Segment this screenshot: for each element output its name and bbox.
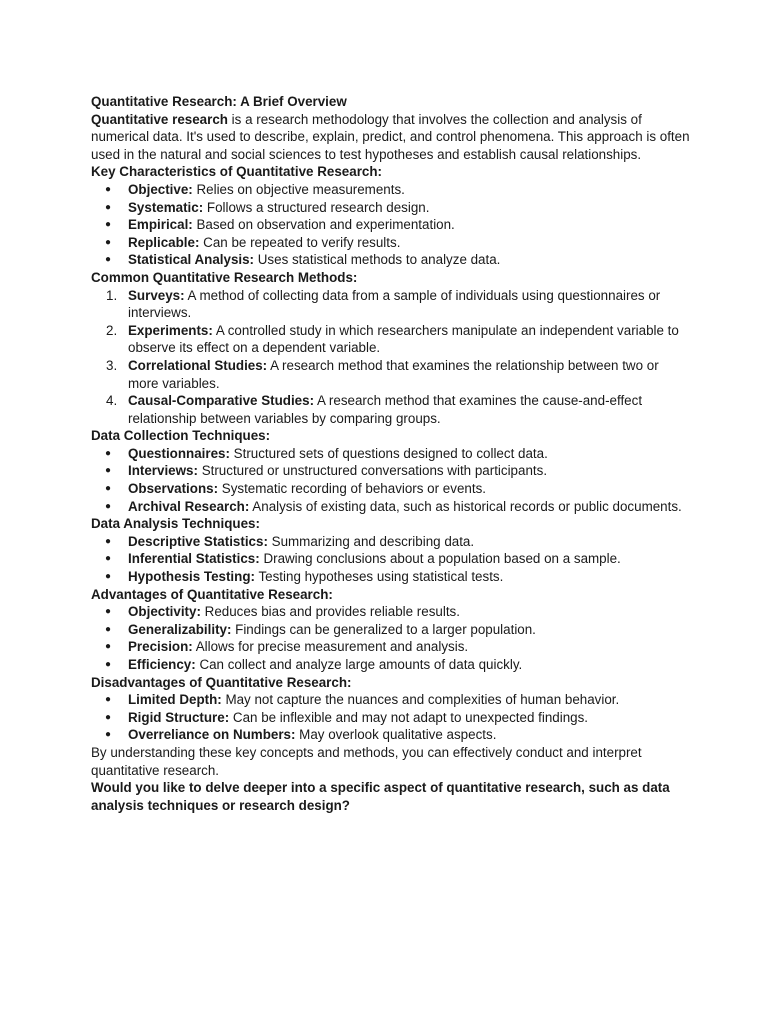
advantages-list bbox=[91, 603, 691, 673]
list-item bbox=[128, 691, 691, 709]
list-item bbox=[128, 550, 691, 568]
follow-up-question: Would you like to delve deeper into a specific aspect of quantitative research, such as data analysis techniques or research design? bbox=[91, 780, 670, 813]
item-term: Objective: bbox=[128, 181, 193, 197]
item-text: A controlled study in which researchers manipulate an independent variable to observe its effect on a dependent variable. bbox=[128, 322, 679, 356]
item-term: Archival Research: bbox=[128, 498, 250, 514]
item-term: Surveys: bbox=[128, 287, 185, 303]
item-text: Reduces bias and provides reliable results. bbox=[200, 604, 460, 620]
list-item bbox=[128, 656, 691, 674]
item-text: Relies on objective measurements. bbox=[192, 181, 405, 197]
item-text: Allows for precise measurement and analysis. bbox=[192, 639, 469, 655]
item-term: Objectivity: bbox=[128, 604, 201, 620]
item-text: May overlook qualitative aspects. bbox=[295, 727, 497, 743]
item-text: Can be inflexible and may not adapt to unexpected findings. bbox=[229, 709, 589, 725]
item-text: Summarizing and describing data. bbox=[267, 533, 475, 549]
item-text: Can be repeated to verify results. bbox=[199, 234, 401, 250]
section-heading-characteristics: Key Characteristics of Quantitative Research: bbox=[91, 164, 382, 180]
numbered-item bbox=[106, 357, 691, 392]
item-text: A research method that examines the cause-and-effect relationship between variables by comparing groups. bbox=[128, 393, 643, 426]
item-text: Can collect and analyze large amounts of data quickly. bbox=[195, 657, 523, 672]
intro-term: Quantitative research bbox=[91, 111, 228, 127]
numbered-item bbox=[106, 392, 691, 427]
list-item bbox=[128, 462, 691, 480]
item-term: Limited Depth: bbox=[128, 692, 222, 708]
item-term: Systematic: bbox=[128, 199, 204, 215]
list-item bbox=[128, 234, 691, 252]
list-item bbox=[128, 498, 691, 516]
section-heading-disadvantages: Disadvantages of Quantitative Research: bbox=[91, 674, 352, 690]
item-term: Empirical: bbox=[128, 217, 193, 233]
methods-list bbox=[91, 287, 691, 428]
item-term: Correlational Studies: bbox=[128, 357, 268, 373]
list-item bbox=[128, 533, 691, 551]
conclusion-paragraph: By understanding these key concepts and methods, you can effectively conduct and interpret quantitative research. bbox=[91, 744, 642, 778]
numbered-item bbox=[106, 287, 691, 322]
item-number: 4. bbox=[106, 393, 118, 409]
section-heading-methods: Common Quantitative Research Methods: bbox=[91, 269, 358, 285]
intro-text: is a research methodology that involves the collection and analysis of numerical data. It's used to describe, explain, predict, and control phenomena. This approach is often used in the natural and social sciences to test hypotheses and establish causal relationships. bbox=[91, 111, 690, 162]
item-text: Structured or unstructured conversations with participants. bbox=[197, 463, 548, 479]
document-title: Quantitative Research: A Brief Overview bbox=[91, 94, 347, 109]
list-item bbox=[128, 568, 691, 586]
list-item bbox=[128, 480, 691, 498]
item-term: Interviews: bbox=[128, 463, 198, 479]
list-item bbox=[128, 709, 691, 727]
item-term: Precision: bbox=[128, 639, 193, 655]
item-text: Drawing conclusions about a population based on a sample. bbox=[259, 551, 621, 567]
section-heading-data-collection: Data Collection Techniques: bbox=[91, 428, 271, 444]
item-number: 2. bbox=[106, 322, 118, 338]
item-term: Observations: bbox=[128, 481, 219, 497]
data-collection-list bbox=[91, 445, 691, 515]
characteristics-list bbox=[91, 181, 691, 269]
item-text: Based on observation and experimentation. bbox=[192, 217, 455, 233]
list-item bbox=[128, 621, 691, 639]
numbered-item bbox=[106, 322, 691, 357]
item-text: Analysis of existing data, such as historical records or public documents. bbox=[249, 498, 682, 514]
item-term: Experiments: bbox=[128, 322, 213, 338]
item-text: Follows a structured research design. bbox=[203, 199, 430, 215]
item-term: Causal-Comparative Studies: bbox=[128, 393, 315, 409]
list-item bbox=[128, 445, 691, 463]
list-item bbox=[128, 726, 691, 744]
item-term: Replicable: bbox=[128, 234, 200, 250]
item-term: Generalizability: bbox=[128, 621, 232, 637]
item-term: Questionnaires: bbox=[128, 445, 230, 461]
item-text: Structured sets of questions designed to collect data. bbox=[229, 445, 548, 461]
item-term: Descriptive Statistics: bbox=[128, 533, 268, 549]
item-number: 3. bbox=[106, 357, 118, 373]
item-text: Testing hypotheses using statistical tests. bbox=[254, 569, 504, 585]
item-term: Statistical Analysis: bbox=[128, 252, 255, 268]
item-text: Uses statistical methods to analyze data. bbox=[254, 252, 501, 268]
item-text: Findings can be generalized to a larger population. bbox=[231, 621, 536, 637]
section-heading-advantages: Advantages of Quantitative Research: bbox=[91, 586, 333, 602]
list-item bbox=[128, 251, 691, 269]
item-term: Overreliance on Numbers: bbox=[128, 727, 296, 743]
item-term: Inferential Statistics: bbox=[128, 551, 260, 567]
section-heading-data-analysis: Data Analysis Techniques: bbox=[91, 516, 260, 532]
list-item bbox=[128, 638, 691, 656]
list-item bbox=[128, 181, 691, 199]
item-number: 1. bbox=[106, 287, 118, 303]
item-term: Hypothesis Testing: bbox=[128, 569, 255, 585]
document-body bbox=[91, 93, 691, 814]
item-term: Efficiency: bbox=[128, 657, 196, 672]
item-text: Systematic recording of behaviors or events. bbox=[218, 481, 486, 497]
item-text: A method of collecting data from a sample of individuals using questionnaires or interviews. bbox=[128, 287, 661, 321]
list-item bbox=[128, 216, 691, 234]
data-analysis-list bbox=[91, 533, 691, 586]
intro-paragraph bbox=[91, 111, 691, 164]
item-term: Rigid Structure: bbox=[128, 709, 230, 725]
disadvantages-list bbox=[91, 691, 691, 744]
list-item bbox=[128, 199, 691, 217]
item-text: A research method that examines the relationship between two or more variables. bbox=[128, 357, 659, 391]
item-text: May not capture the nuances and complexities of human behavior. bbox=[221, 692, 620, 708]
list-item bbox=[128, 603, 691, 621]
